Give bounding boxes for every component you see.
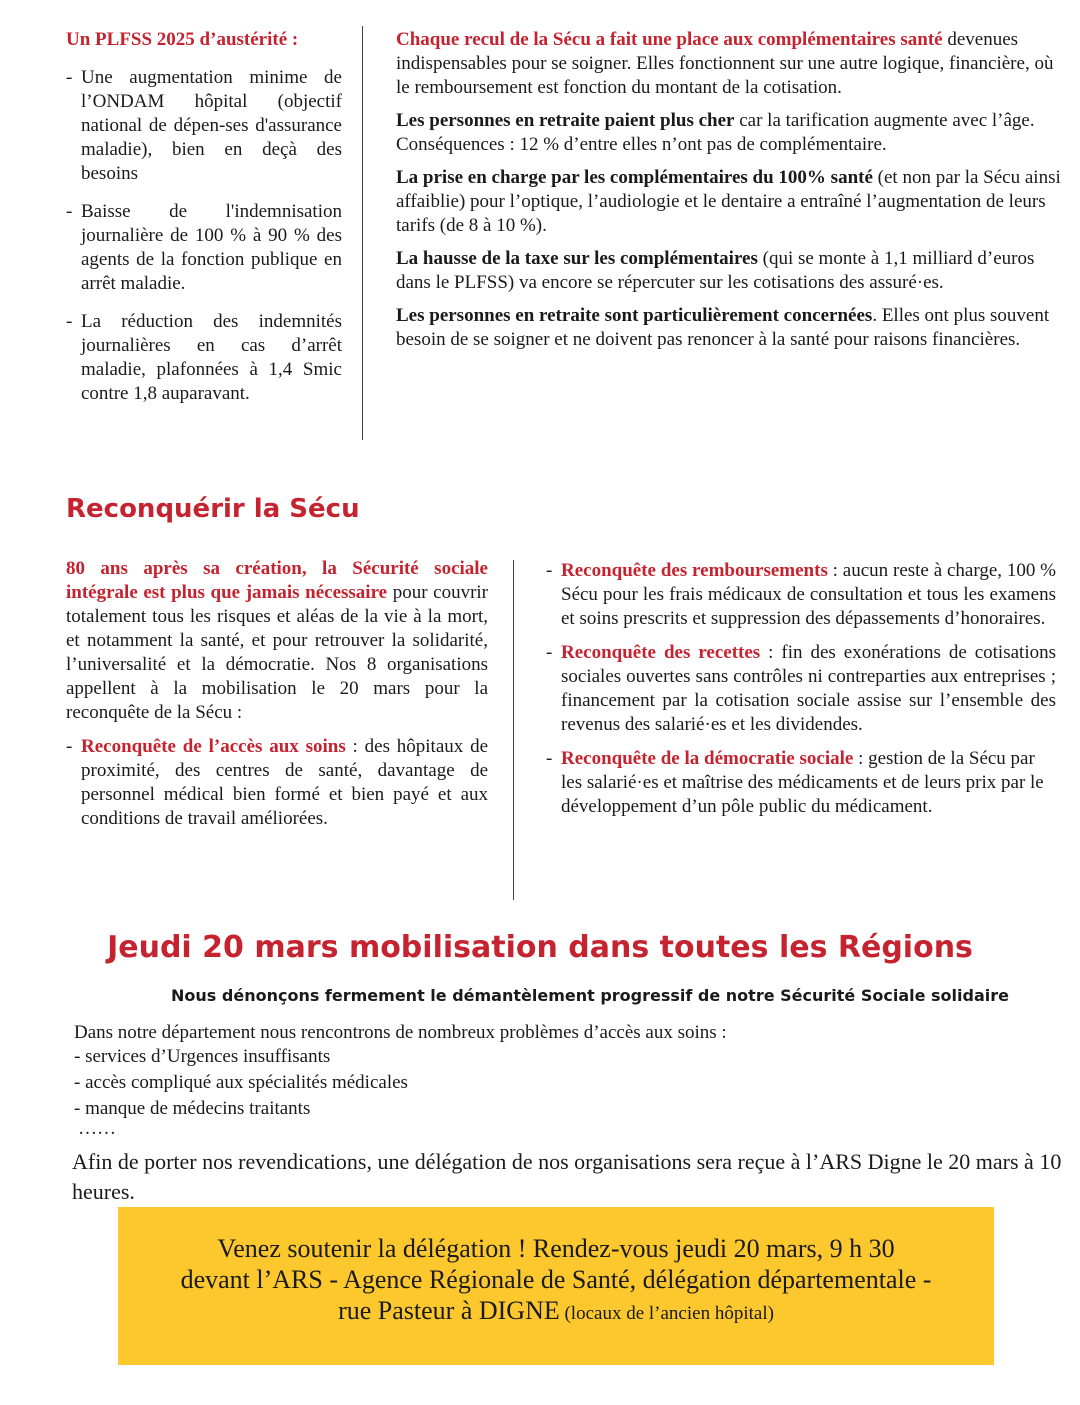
retraite-concernees-heading: Les personnes en retraite sont particulièrement concernées xyxy=(396,305,873,326)
paragraph-retraite-concernees xyxy=(396,304,1068,352)
list-item: - accès compliqué aux spécialités médicales xyxy=(74,1072,408,1093)
plfss-item-text: Baisse de l'indemnisation journalière de 100 % à 90 % des agents de la fonction publique en arrêt maladie. xyxy=(81,201,342,294)
plfss-column xyxy=(66,28,342,420)
reconquerir-intro xyxy=(66,557,488,725)
recettes-text: : fin des exonérations de cotisations sociales ouvertes sans contrôles ni contreparties aux entreprises ; financement par la cotisation sociale assise sur l’ensemble des revenus des salarié·es et les dividendes. xyxy=(561,642,1056,735)
paragraph-recul xyxy=(396,28,1068,100)
reconquete-democratie: - Reconquête de la démocratie sociale : gestion de la Sécu par les salarié·es et maîtrise des médicaments et de leurs prix par le développement d’un pôle public du médicament. xyxy=(546,748,1044,817)
recul-heading: Chaque recul de la Sécu a fait une place aux complémentaires santé xyxy=(396,29,943,50)
sante-100-text: (et non par la Sécu ainsi affaiblie) pour l’optique, l’audiologie et le dentaire a entraîné l’augmentation de leurs tarifs (de 8 à 10 %). xyxy=(396,167,1061,236)
rdv-line-1: Venez soutenir la délégation ! Rendez-vous jeudi 20 mars, 9 h 30 xyxy=(217,1234,895,1263)
mobilisation-heading: Jeudi 20 mars mobilisation dans toutes les Régions xyxy=(107,930,973,965)
problems-list xyxy=(74,1044,408,1122)
complementaires-column xyxy=(396,28,1068,361)
taxe-text: (qui se monte à 1,1 milliard d’euros dans le PLFSS) va encore se répercuter sur les cotisations des assuré·es. xyxy=(396,248,1035,293)
remboursements-label: Reconquête des remboursements xyxy=(561,560,828,581)
recettes-label: Reconquête des recettes xyxy=(561,642,761,663)
intro-text: pour couvrir totalement tous les risques et aléas de la vie à la mort, et notamment la santé, et pour retrouver la solidarité, l’universalité et la démocratie. Nos 8 organisations appellent à la mobilisation le 20 mars pour la reconquête de la Sécu : xyxy=(66,582,488,723)
retraite-cher-text: car la tarification augmente avec l’âge. Conséquences : 12 % d’entre elles n’ont pas de complémentaire. xyxy=(396,110,1035,155)
paragraph-100-sante xyxy=(396,166,1068,238)
retraite-concernees-text: . Elles ont plus souvent besoin de se soigner et ne doivent pas renoncer à la santé pour raisons financières. xyxy=(396,305,1050,350)
intro-highlight: 80 ans après sa création, la Sécurité sociale intégrale est plus que jamais nécessaire xyxy=(66,558,488,603)
reconquete-acces: - Reconquête de l’accès aux soins : des hôpitaux de proximité, des centres de santé, davantage de personnel médical bien formé et bien payé et aux conditions de travail améliorées. xyxy=(66,736,489,829)
acces-label: Reconquête de l’accès aux soins xyxy=(81,736,346,757)
taxe-heading: La hausse de la taxe sur les complémentaires xyxy=(396,248,758,269)
plfss-item-text: Une augmentation minime de l’ONDAM hôpital (objectif national de dépen-ses d'assurance maladie), bien en deçà des besoins xyxy=(81,67,342,184)
list-item: - services d’Urgences insuffisants xyxy=(74,1046,331,1067)
sante-100-heading: La prise en charge par les complémentaires du 100% santé xyxy=(396,167,873,188)
mobilisation-intro: Dans notre département nous rencontrons de nombreux problèmes d’accès aux soins : xyxy=(74,1022,727,1043)
acces-text: : des hôpitaux de proximité, des centres de santé, davantage de personnel médical bien formé et bien payé et aux conditions de travail améliorées. xyxy=(81,736,489,829)
section-title: Reconquérir la Sécu xyxy=(66,494,360,524)
paragraph-retraite-cher xyxy=(396,109,1068,157)
plfss-title: Un PLFSS 2025 d’austérité : xyxy=(66,29,299,50)
remboursements-text: : aucun reste à charge, 100 % Sécu pour les frais médicaux de consultation et tous les examens et soins prescrits et suppression des dépassements d’honoraires. xyxy=(561,560,1056,629)
mobilisation-subheading: Nous dénonçons fermement le démantèlement progressif de notre Sécurité Sociale solidaire xyxy=(171,986,1009,1005)
rdv-address: rue Pasteur à DIGNE xyxy=(338,1296,560,1325)
rdv-address-note: (locaux de l’ancien hôpital) xyxy=(559,1303,774,1324)
plfss-item-text: La réduction des indemnités journalières en cas d’arrêt maladie, plafonnées à 1,4 Smic contre 1,8 auparavant. xyxy=(81,311,342,404)
retraite-cher-heading: Les personnes en retraite paient plus cher xyxy=(396,110,735,131)
reconquete-recettes: - Reconquête des recettes : fin des exonérations de cotisations sociales ouvertes sans contrôles ni contreparties aux entreprises ; financement par la cotisation sociale assise sur l’ensemble des revenus des salarié·es et les dividendes. xyxy=(546,642,1056,735)
reconquerir-right-column xyxy=(546,559,1056,829)
list-item: - manque de médecins traitants xyxy=(74,1098,311,1119)
recul-text: devenues indispensables pour se soigner. Elles fonctionnent sur une autre logique, financière, où le remboursement est fonction du montant de la cotisation. xyxy=(396,29,1054,98)
reconquerir-left-column xyxy=(66,557,488,845)
paragraph-taxe xyxy=(396,247,1068,295)
delegation-paragraph: Afin de porter nos revendications, une délégation de nos organisations sera reçue à l’ARS Digne le 20 mars à 10 heures. xyxy=(72,1149,1062,1204)
plfss-item: - Baisse de l'indemnisation journalière de 100 % à 90 % des agents de la fonction publique en arrêt maladie. xyxy=(66,201,342,294)
plfss-item: - Une augmentation minime de l’ONDAM hôpital (objectif national de dépen-ses d'assurance maladie), bien en deçà des besoins xyxy=(66,67,342,184)
democratie-text: : gestion de la Sécu par les salarié·es et maîtrise des médicaments et de leurs prix par le développement d’un pôle public du médicament. xyxy=(561,748,1044,817)
reconquete-remboursements: - Reconquête des remboursements : aucun reste à charge, 100 % Sécu pour les frais médicaux de consultation et tous les examens et soins prescrits et suppression des dépassements d’honoraires. xyxy=(546,560,1056,629)
column-divider xyxy=(513,560,514,900)
plfss-item: - La réduction des indemnités journalières en cas d’arrêt maladie, plafonnées à 1,4 Smic contre 1,8 auparavant. xyxy=(66,311,342,404)
democratie-label: Reconquête de la démocratie sociale xyxy=(561,748,854,769)
rdv-line-2: devant l’ARS - Agence Régionale de Santé, délégation départementale - xyxy=(180,1265,932,1294)
column-divider xyxy=(362,26,363,440)
ellipsis: …… xyxy=(78,1118,116,1139)
rendez-vous-box xyxy=(118,1207,994,1365)
rdv-line-3 xyxy=(118,1295,994,1329)
